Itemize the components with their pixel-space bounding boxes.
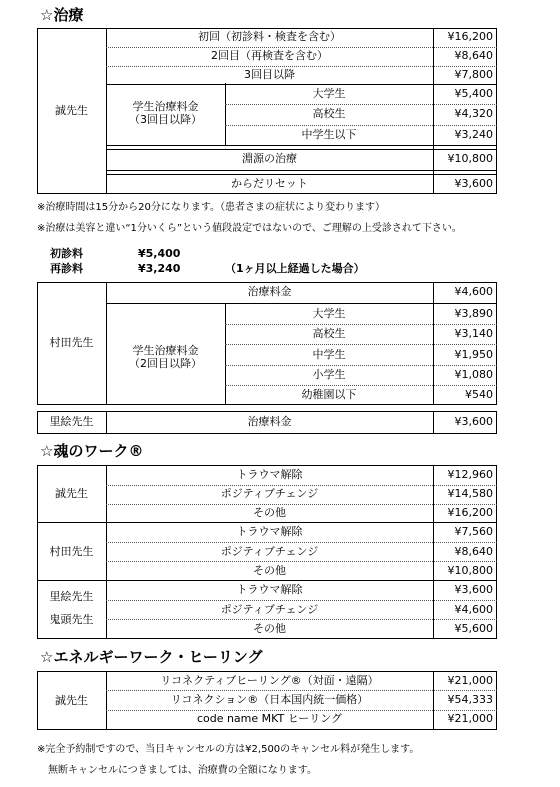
table-cell-price: ¥10,800 <box>447 152 493 165</box>
table-cell-price: ¥8,640 <box>454 49 493 62</box>
table-cell-price: ¥1,950 <box>454 348 493 361</box>
table-cell-price: ¥7,560 <box>454 525 493 538</box>
table-cell-price: ¥540 <box>465 388 493 401</box>
table-cell-label: 2回目（再検査を含む） <box>211 49 328 62</box>
teacher-label: 村田先生 <box>49 336 94 349</box>
table-cell-label: 治療料金 <box>247 285 292 298</box>
table-cell-label: 3回目以降 <box>244 68 295 81</box>
table-cell-label: ポジティブチェンジ <box>220 487 319 500</box>
student-fee-sub: （2回目以降） <box>129 357 202 370</box>
table-cell-price: ¥3,240 <box>454 128 493 141</box>
table-cell-price: ¥3,600 <box>454 177 493 190</box>
table-cell-price: ¥21,000 <box>447 674 493 687</box>
table-cell-label: 淵源の治療 <box>242 152 297 165</box>
revisit-fee-note: （1ヶ月以上経過した場合） <box>225 262 365 275</box>
table-cell-price: ¥5,400 <box>454 87 493 100</box>
teacher-label: 誠先生 <box>55 104 88 117</box>
table-cell-label: リコネクティブヒーリング®（対面・遠隔） <box>160 674 379 687</box>
table-cell-label: 小学生 <box>312 368 346 381</box>
table-cell-price: ¥14,580 <box>447 487 493 500</box>
revisit-fee-price: ¥3,240 <box>138 262 181 275</box>
teacher-label: 里絵先生 <box>49 415 94 428</box>
table-cell-label: その他 <box>253 622 286 635</box>
table-cell-price: ¥54,333 <box>447 693 493 706</box>
table-cell-label: その他 <box>253 506 286 519</box>
initial-fee-price: ¥5,400 <box>138 247 181 260</box>
table-cell-label: 初回（初診料・検査を含む） <box>198 30 341 43</box>
table-cell-price: ¥4,600 <box>454 285 493 298</box>
table-cell-price: ¥4,600 <box>454 603 493 616</box>
table-cell-label: 治療料金 <box>247 415 292 428</box>
table-cell-label: その他 <box>253 564 286 577</box>
table-cell-label: 大学生 <box>312 87 346 100</box>
table-cell-label: 高校生 <box>312 327 346 340</box>
student-fee-label: 学生治療料金 <box>132 344 199 357</box>
table-cell-price: ¥1,080 <box>454 368 493 381</box>
table-cell-label: 高校生 <box>312 107 346 120</box>
teacher-label: 誠先生 <box>55 694 88 707</box>
table-cell-label: トラウマ解除 <box>236 468 303 481</box>
section-heading-energy-work: ☆エネルギーワーク・ヒーリング <box>40 648 263 666</box>
table-cell-price: ¥12,960 <box>447 468 493 481</box>
table-cell-price: ¥8,640 <box>454 545 493 558</box>
note-duration: ※治療時間は15分から20分になります。（患者さまの症状により変わります） <box>37 202 386 213</box>
table-cell-price: ¥3,600 <box>454 583 493 596</box>
student-fee-label: 学生治療料金 <box>132 100 199 113</box>
table-cell-label: 中学生以下 <box>301 128 357 141</box>
table-cell-label: リコネクション®（日本国内統一価格） <box>170 693 369 706</box>
table-cell-label: 大学生 <box>312 307 346 320</box>
teacher-label: 誠先生 <box>55 487 88 500</box>
table-cell-price: ¥3,600 <box>454 415 493 428</box>
student-fee-sub: （3回目以降） <box>129 113 202 126</box>
teacher-label: 鬼頭先生 <box>49 613 94 626</box>
table-cell-price: ¥3,140 <box>454 327 493 340</box>
table-cell-price: ¥3,890 <box>454 307 493 320</box>
table-cell-price: ¥5,600 <box>454 622 493 635</box>
initial-fee-label: 初診料 <box>50 247 83 260</box>
teacher-label: 里絵先生 <box>49 590 94 603</box>
teacher-label: 村田先生 <box>49 545 94 558</box>
table-cell-price: ¥21,000 <box>447 712 493 725</box>
table-cell-label: 幼稚園以下 <box>301 388 357 401</box>
section-heading-soul-work: ☆魂のワーク® <box>40 442 144 460</box>
revisit-fee-label: 再診料 <box>50 262 83 275</box>
note-no-show: 無断キャンセルにつきましては、治療費の全額になります。 <box>48 765 317 776</box>
table-cell-price: ¥16,200 <box>447 506 493 519</box>
table-cell-label: 中学生 <box>312 348 346 361</box>
table-cell-label: code name MKT ヒーリング <box>196 712 343 725</box>
table-cell-label: からだリセット <box>231 177 308 190</box>
table-cell-price: ¥4,320 <box>454 107 493 120</box>
table-cell-label: トラウマ解除 <box>236 583 303 596</box>
table-cell-label: ポジティブチェンジ <box>220 603 319 616</box>
table-cell-label: トラウマ解除 <box>236 525 303 538</box>
table-cell-price: ¥16,200 <box>447 30 493 43</box>
table-cell-price: ¥7,800 <box>454 68 493 81</box>
table-cell-price: ¥10,800 <box>447 564 493 577</box>
note-cancellation: ※完全予約制ですので、当日キャンセルの方は¥2,500のキャンセル料が発生します。 <box>37 744 420 755</box>
note-pricing: ※治療は美容と違い“1分いくら”という値段設定ではないので、ご理解の上受診されて下さい。 <box>37 223 462 234</box>
section-heading-treatment: ☆治療 <box>40 6 84 24</box>
table-cell-label: ポジティブチェンジ <box>220 545 319 558</box>
